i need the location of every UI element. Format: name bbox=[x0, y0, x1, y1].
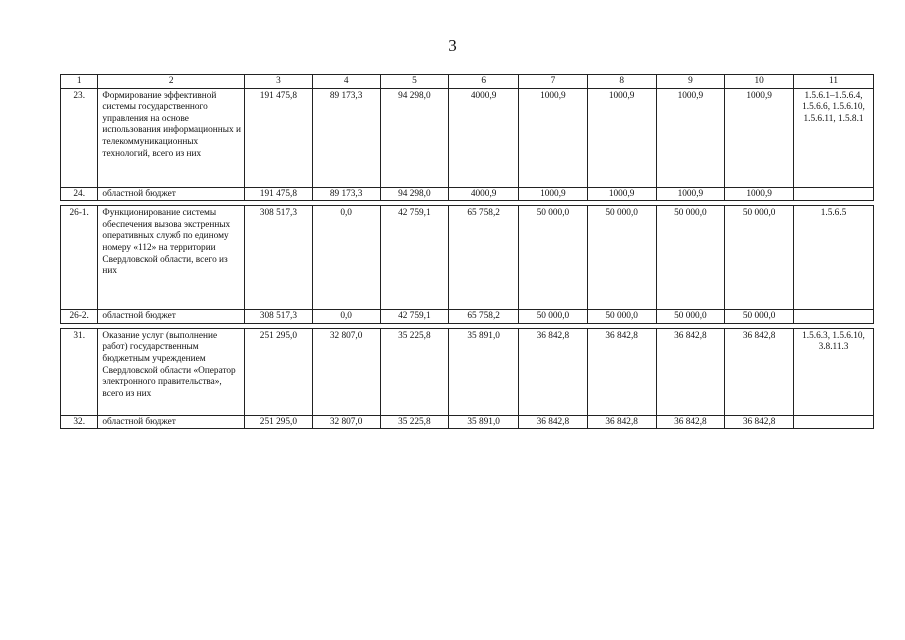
value-cell: 308 517,3 bbox=[245, 310, 313, 324]
column-header: 6 bbox=[449, 75, 519, 89]
value-cell: 1000,9 bbox=[519, 187, 588, 201]
value-cell: 89 173,3 bbox=[312, 187, 380, 201]
value-cell: 4000,9 bbox=[449, 187, 519, 201]
value-cell: 50 000,0 bbox=[519, 310, 588, 324]
value-cell: 1000,9 bbox=[656, 187, 725, 201]
row-description: Функционирование системы обеспечения вызова экстренных оперативных служб по единому номеру «112» на территории Свердловской области, всего из них bbox=[98, 206, 245, 310]
column-header: 11 bbox=[794, 75, 874, 89]
page-number: 3 bbox=[448, 36, 457, 55]
row-description: областной бюджет bbox=[98, 187, 245, 201]
value-cell: 36 842,8 bbox=[519, 328, 588, 415]
reference-cell: 1.5.6.1–1.5.6.4, 1.5.6.6, 1.5.6.10, 1.5.6.11, 1.5.8.1 bbox=[794, 88, 874, 187]
value-cell: 36 842,8 bbox=[587, 415, 656, 429]
value-cell: 4000,9 bbox=[449, 88, 519, 187]
table-row bbox=[61, 187, 874, 201]
value-cell: 65 758,2 bbox=[449, 310, 519, 324]
row-description: областной бюджет bbox=[98, 415, 245, 429]
reference-cell: 1.5.6.3, 1.5.6.10, 3.8.11.3 bbox=[794, 328, 874, 415]
column-header: 3 bbox=[245, 75, 313, 89]
value-cell: 89 173,3 bbox=[312, 88, 380, 187]
table-row bbox=[61, 415, 874, 429]
value-cell: 0,0 bbox=[312, 206, 380, 310]
row-description: Оказание услуг (выполнение работ) государственным бюджетным учреждением Свердловской области «Оператор электронного правительства», всего из них bbox=[98, 328, 245, 415]
value-cell: 35 891,0 bbox=[449, 415, 519, 429]
value-cell: 1000,9 bbox=[519, 88, 588, 187]
column-header: 4 bbox=[312, 75, 380, 89]
value-cell: 251 295,0 bbox=[245, 328, 313, 415]
value-cell: 1000,9 bbox=[725, 88, 794, 187]
value-cell: 36 842,8 bbox=[725, 328, 794, 415]
row-number: 23. bbox=[61, 88, 98, 187]
value-cell: 35 225,8 bbox=[380, 328, 449, 415]
value-cell: 42 759,1 bbox=[380, 206, 449, 310]
reference-cell: 1.5.6.5 bbox=[794, 206, 874, 310]
value-cell: 50 000,0 bbox=[725, 206, 794, 310]
reference-cell bbox=[794, 310, 874, 324]
value-cell: 251 295,0 bbox=[245, 415, 313, 429]
row-number: 32. bbox=[61, 415, 98, 429]
row-number: 26-1. bbox=[61, 206, 98, 310]
column-header: 5 bbox=[380, 75, 449, 89]
value-cell: 50 000,0 bbox=[587, 206, 656, 310]
value-cell: 50 000,0 bbox=[519, 206, 588, 310]
value-cell: 308 517,3 bbox=[245, 206, 313, 310]
value-cell: 35 891,0 bbox=[449, 328, 519, 415]
reference-cell bbox=[794, 415, 874, 429]
table-row bbox=[61, 88, 874, 187]
column-header: 1 bbox=[61, 75, 98, 89]
row-description: Формирование эффективной системы государственного управления на основе использования информационных и телекоммуникационных технологий, всего из них bbox=[98, 88, 245, 187]
value-cell: 191 475,8 bbox=[245, 88, 313, 187]
value-cell: 65 758,2 bbox=[449, 206, 519, 310]
value-cell: 1000,9 bbox=[656, 88, 725, 187]
value-cell: 94 298,0 bbox=[380, 187, 449, 201]
value-cell: 50 000,0 bbox=[725, 310, 794, 324]
table-row bbox=[61, 328, 874, 415]
value-cell: 32 807,0 bbox=[312, 328, 380, 415]
value-cell: 1000,9 bbox=[725, 187, 794, 201]
value-cell: 94 298,0 bbox=[380, 88, 449, 187]
value-cell: 36 842,8 bbox=[656, 415, 725, 429]
column-header: 8 bbox=[587, 75, 656, 89]
value-cell: 36 842,8 bbox=[519, 415, 588, 429]
column-header: 7 bbox=[519, 75, 588, 89]
value-cell: 32 807,0 bbox=[312, 415, 380, 429]
value-cell: 50 000,0 bbox=[587, 310, 656, 324]
row-number: 26-2. bbox=[61, 310, 98, 324]
column-number-row bbox=[61, 75, 874, 89]
value-cell: 191 475,8 bbox=[245, 187, 313, 201]
row-number: 31. bbox=[61, 328, 98, 415]
table-row bbox=[61, 310, 874, 324]
value-cell: 36 842,8 bbox=[587, 328, 656, 415]
column-header: 10 bbox=[725, 75, 794, 89]
row-number: 24. bbox=[61, 187, 98, 201]
value-cell: 1000,9 bbox=[587, 88, 656, 187]
value-cell: 1000,9 bbox=[587, 187, 656, 201]
column-header: 9 bbox=[656, 75, 725, 89]
row-description: областной бюджет bbox=[98, 310, 245, 324]
table-row bbox=[61, 206, 874, 310]
column-header: 2 bbox=[98, 75, 245, 89]
budget-table bbox=[60, 74, 874, 429]
reference-cell bbox=[794, 187, 874, 201]
value-cell: 36 842,8 bbox=[656, 328, 725, 415]
value-cell: 50 000,0 bbox=[656, 310, 725, 324]
value-cell: 35 225,8 bbox=[380, 415, 449, 429]
value-cell: 50 000,0 bbox=[656, 206, 725, 310]
value-cell: 36 842,8 bbox=[725, 415, 794, 429]
value-cell: 0,0 bbox=[312, 310, 380, 324]
value-cell: 42 759,1 bbox=[380, 310, 449, 324]
